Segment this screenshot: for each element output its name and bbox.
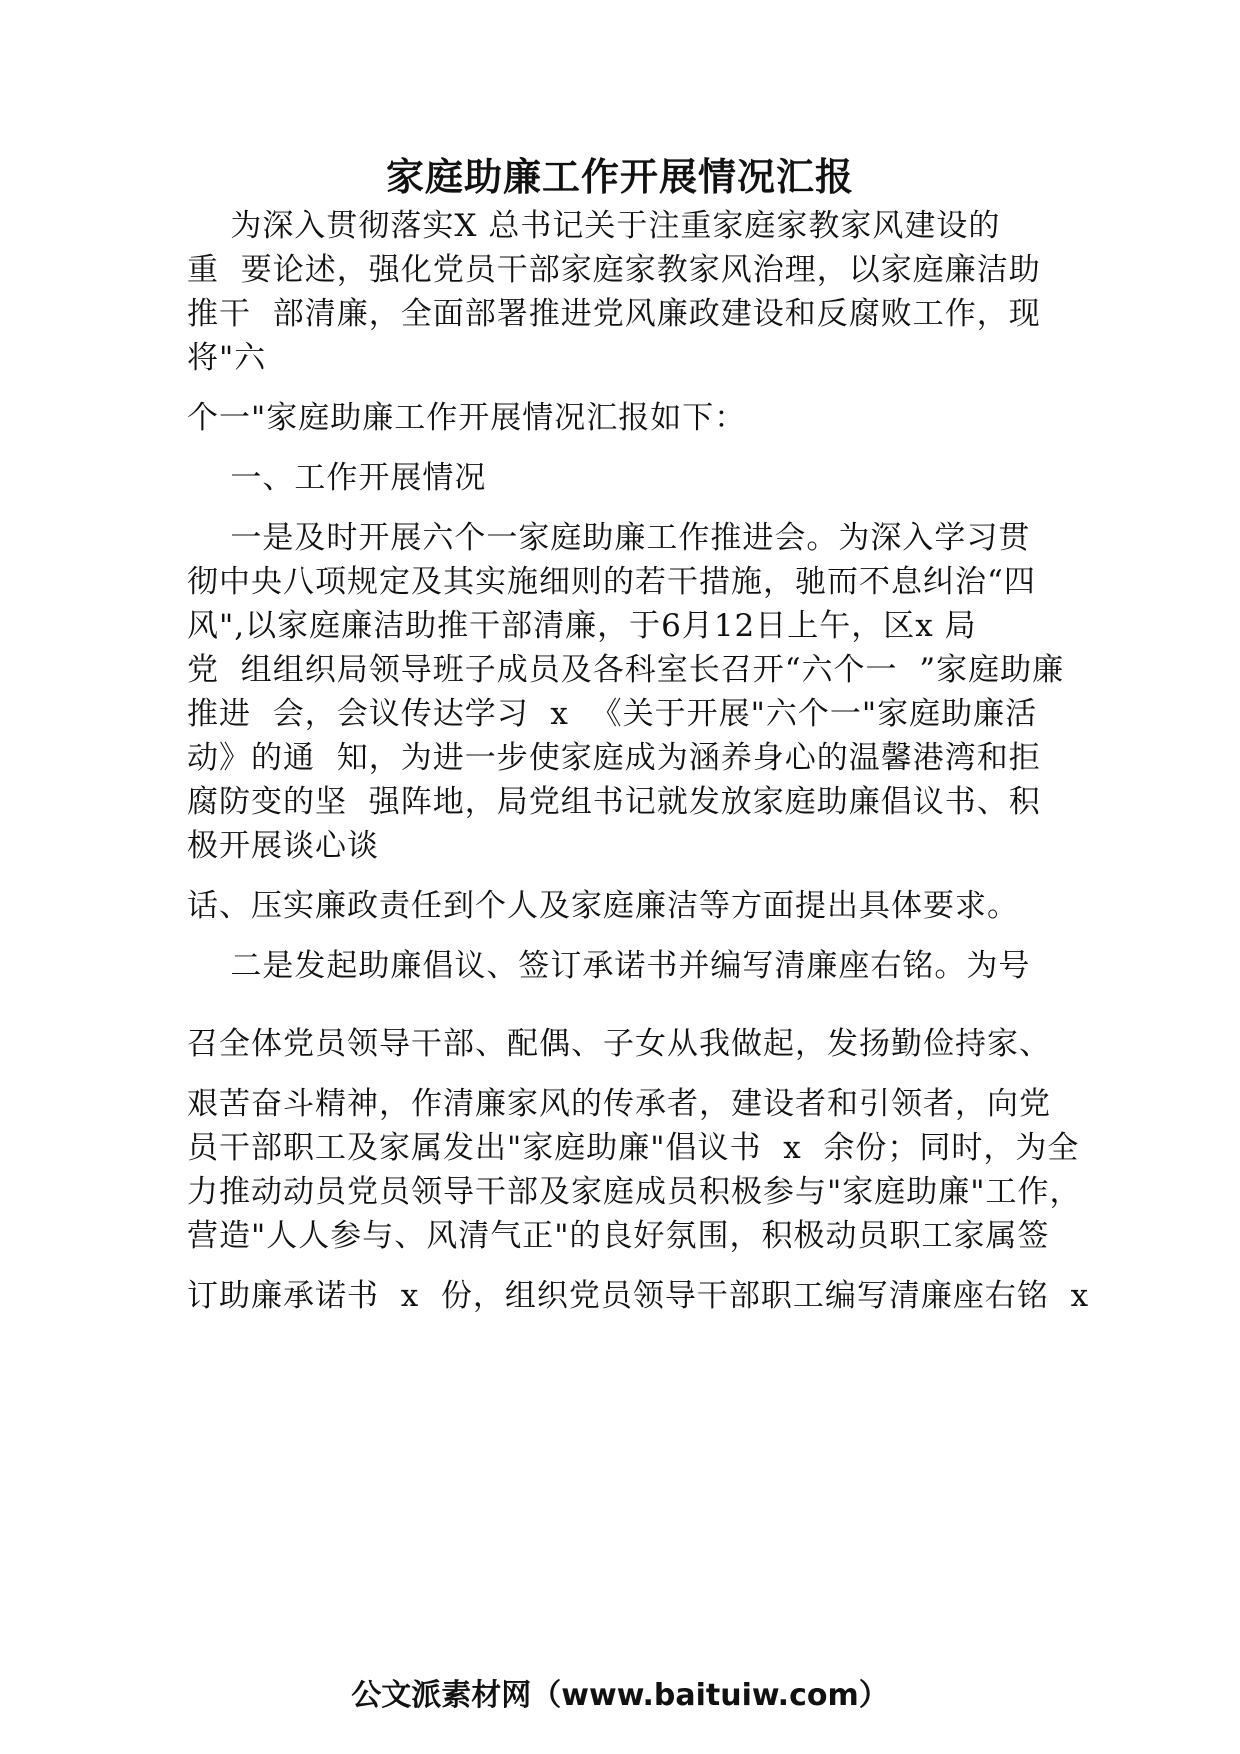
text-line: 员干部职工及家属发出"家庭助廉"倡议书 x 余份；同时，为全: [187, 1130, 1080, 1166]
section-heading: 一、工作开展情况: [187, 460, 487, 496]
text-line: 党 组组织局领导班子成员及各科室长召开“六个一 ”家庭助廉: [187, 652, 1065, 688]
text-line: 彻中央八项规定及其实施细则的若干措施，驰而不息纠治“四: [187, 564, 1036, 600]
text-line: 推干 部清廉，全面部署推进党风廉政建设和反腐败工作，现: [187, 296, 1041, 332]
text-line: 推进 会，会议传达学习 x 《关于开展"六个一"家庭助廉活: [187, 696, 1038, 732]
text-line: 将"六: [187, 340, 267, 376]
text-line: 艰苦奋斗精神，作清廉家风的传承者，建设者和引领者，向党: [187, 1086, 1051, 1122]
text-line: 个一"家庭助廉工作开展情况汇报如下：: [187, 400, 747, 436]
text-line: 重 要论述，强化党员干部家庭家教家风治理，以家庭廉洁助: [187, 252, 1041, 288]
document-title: 家庭助廉工作开展情况汇报: [385, 155, 854, 199]
text-line: 召全体党员领导干部、配偶、子女从我做起，发扬勤俭持家、: [187, 1026, 1051, 1062]
text-line: 力推动动员党员领导干部及家庭成员积极参与"家庭助廉"工作，: [187, 1174, 1082, 1210]
text-line: 为深入贯彻落实X 总书记关于注重家庭家教家风建设的: [187, 208, 1001, 244]
text-line: 动》的通 知，为进一步使家庭成为涵养身心的温馨港湾和拒: [187, 740, 1041, 776]
text-line: 风",以家庭廉洁助推干部清廉，于6月12日上午，区x 局: [187, 608, 977, 644]
text-line: 腐防变的坚 强阵地，局党组书记就发放家庭助廉倡议书、积: [187, 784, 1041, 820]
text-line: 一是及时开展六个一家庭助廉工作推进会。为深入学习贯: [187, 520, 1031, 556]
text-line: 营造"人人参与、风清气正"的良好氛围，积极动员职工家属签: [187, 1218, 1050, 1254]
text-line: 极开展谈心谈: [187, 828, 379, 864]
text-line: 订助廉承诺书 x 份，组织党员领导干部职工编写清廉座右铭 x: [187, 1278, 1090, 1314]
text-line: 二是发起助廉倡议、签订承诺书并编写清廉座右铭。为号: [187, 948, 1031, 984]
text-line: 话、压实廉政责任到个人及家庭廉洁等方面提出具体要求。: [187, 888, 1019, 924]
page-footer: 公文派素材网（www.baituiw.com）: [351, 1678, 889, 1713]
